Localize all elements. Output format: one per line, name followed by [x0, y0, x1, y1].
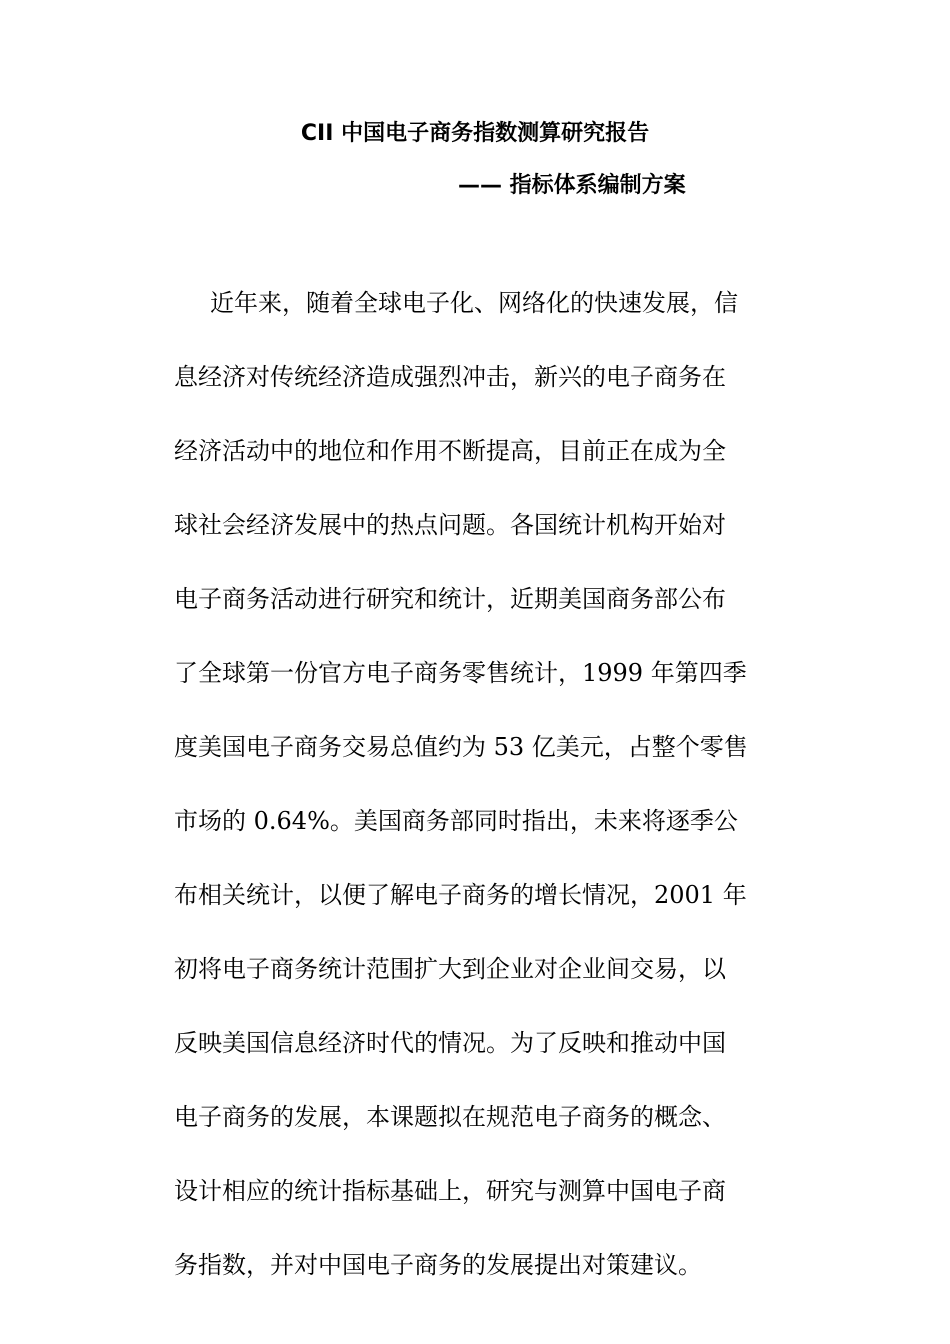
paragraph-line: 球社会经济发展中的热点问题。各国统计机构开始对 — [174, 511, 726, 539]
body-paragraph — [174, 266, 778, 1302]
paragraph-line: 布相关统计，以便了解电子商务的增长情况，2001 年 — [174, 881, 747, 909]
paragraph-line: 设计相应的统计指标基础上，研究与测算中国电子商 — [174, 1177, 726, 1205]
paragraph-line: 近年来，随着全球电子化、网络化的快速发展，信 — [210, 289, 738, 317]
paragraph-line: 电子商务活动进行研究和统计，近期美国商务部公布 — [174, 585, 726, 613]
paragraph-line: 初将电子商务统计范围扩大到企业对企业间交易，以 — [174, 955, 726, 983]
paragraph-line: 息经济对传统经济造成强烈冲击，新兴的电子商务在 — [174, 363, 726, 391]
document-subtitle: —— 指标体系编制方案 — [458, 173, 686, 198]
paragraph-line: 度美国电子商务交易总值约为 53 亿美元，占整个零售 — [174, 733, 748, 761]
document-title: CII 中国电子商务指数测算研究报告 — [300, 121, 650, 146]
paragraph-line: 经济活动中的地位和作用不断提高，目前正在成为全 — [174, 437, 726, 465]
paragraph-line: 务指数，并对中国电子商务的发展提出对策建议。 — [174, 1251, 702, 1279]
paragraph-line: 反映美国信息经济时代的情况。为了反映和推动中国 — [174, 1029, 726, 1057]
paragraph-line: 市场的 0.64%。美国商务部同时指出，未来将逐季公 — [174, 807, 738, 835]
paragraph-line: 了全球第一份官方电子商务零售统计，1999 年第四季 — [174, 659, 747, 687]
paragraph-line: 电子商务的发展，本课题拟在规范电子商务的概念、 — [174, 1103, 726, 1131]
